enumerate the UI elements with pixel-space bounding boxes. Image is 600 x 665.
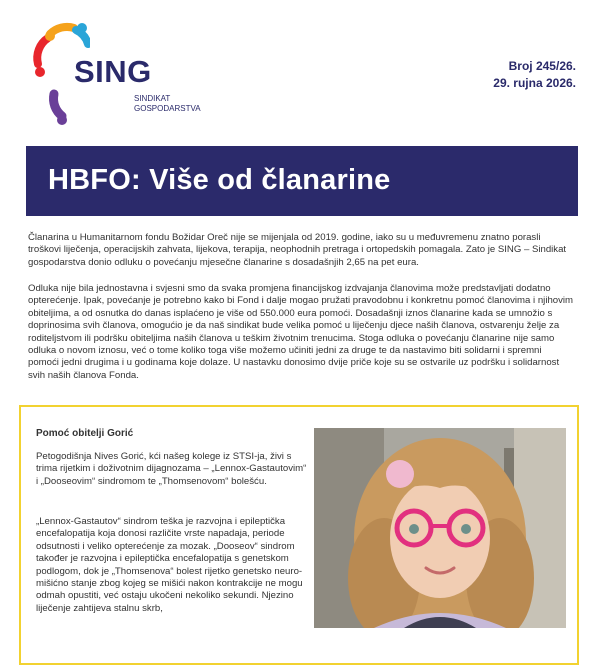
story-photo [314,428,566,628]
intro-paragraph: Članarina u Humanitarnom fondu Božidar Oreč nije se mijenjala od 2019. godine, iako su u međuvremenu znatno porasli troškovi liječenja, operacijskih zahvata, lijekova, terapija, neophodnih pretraga i ortopedskih pomagala. Zato je SING – Sindikat gospodarstva donio odluku o povećanju mjesečne članarine s dosadašnjih 2,65 na pet eura. [28,232,567,268]
logo-subtitle [134,94,201,114]
story-text-2: „Lennox-Gastautov“ sindrom teška je razvojna i epileptička encefalopatija koja donosi različite vrste napadaja, periode odsutnosti i veliko opterećenje za mozak. „Dooseov“ sindrom također je razvojna i epileptička encefalopatija s genetskom podlogom, dok je „Thomsenova“ bolest rijetko genetsko neuro-mišićno stanje zbog kojeg se mišići nakon kontrakcije ne mogu odmah opustiti, već ostaju ukočeni nekoliko sekundi. Njezino liječenje zahtijeva stalnu skrb, [36,516,303,614]
issue-info [493,58,576,92]
body-paragraph: Odluka nije bila jednostavna i svjesni smo da svaka promjena financijskog izdvajanja članovima može predstavljati dodatno opterećenje. Ipak, povećanje je potrebno kako bi Fond i dalje mogao pružati pravodobnu i konkretnu pomoć članovima i njihovim obiteljima, a od osnutka do danas isplaćeno je više od 550.000 eura pomoći. Dosadašnji iznos članarine kada se umnožio s doprinosima svih članova, omogućio je da naš sindikat bude velika pomoć u liječenju djece naših članova, ostvarenju želje za roditeljstvom ili podršku obiteljima naših članova u teškim životnim trenucima. Stoga odluka o povećanju članarine nije samo odluka o novom iznosu, već o tome koliko toga više možemo učiniti jedni za druge te da nastavimo biti solidarni i spremni pomoći jedni drugima i u godinama koje dolaze. U nastavku donosimo dvije priče koje su se ostvarile uz podršku i solidarnost svih naših članova Fonda. [28,283,574,381]
title-banner [26,146,578,216]
sing-logo [30,20,201,125]
issue-date: 29. rujna 2026. [493,76,576,90]
issue-number: Broj 245/26. [508,59,576,73]
story-title: Pomoć obitelji Gorić [36,428,134,439]
logo-subtitle-line1: SINDIKAT [134,94,171,103]
story-text-1: Petogodišnja Nives Gorić, kći našeg kolege iz STSI-ja, živi s trima rijetkim i doživotnim dijagnozama – „Lennox-Gastautovim“ i „Dooseovim“ sindromom te „Thomsenovom“ bolešću. [36,451,307,487]
logo-wordmark: SING [74,54,152,89]
logo-subtitle-line2: GOSPODARSTVA [134,104,201,113]
page-title: HBFO: Više od članarine [48,164,391,196]
child-portrait-image [314,428,566,628]
